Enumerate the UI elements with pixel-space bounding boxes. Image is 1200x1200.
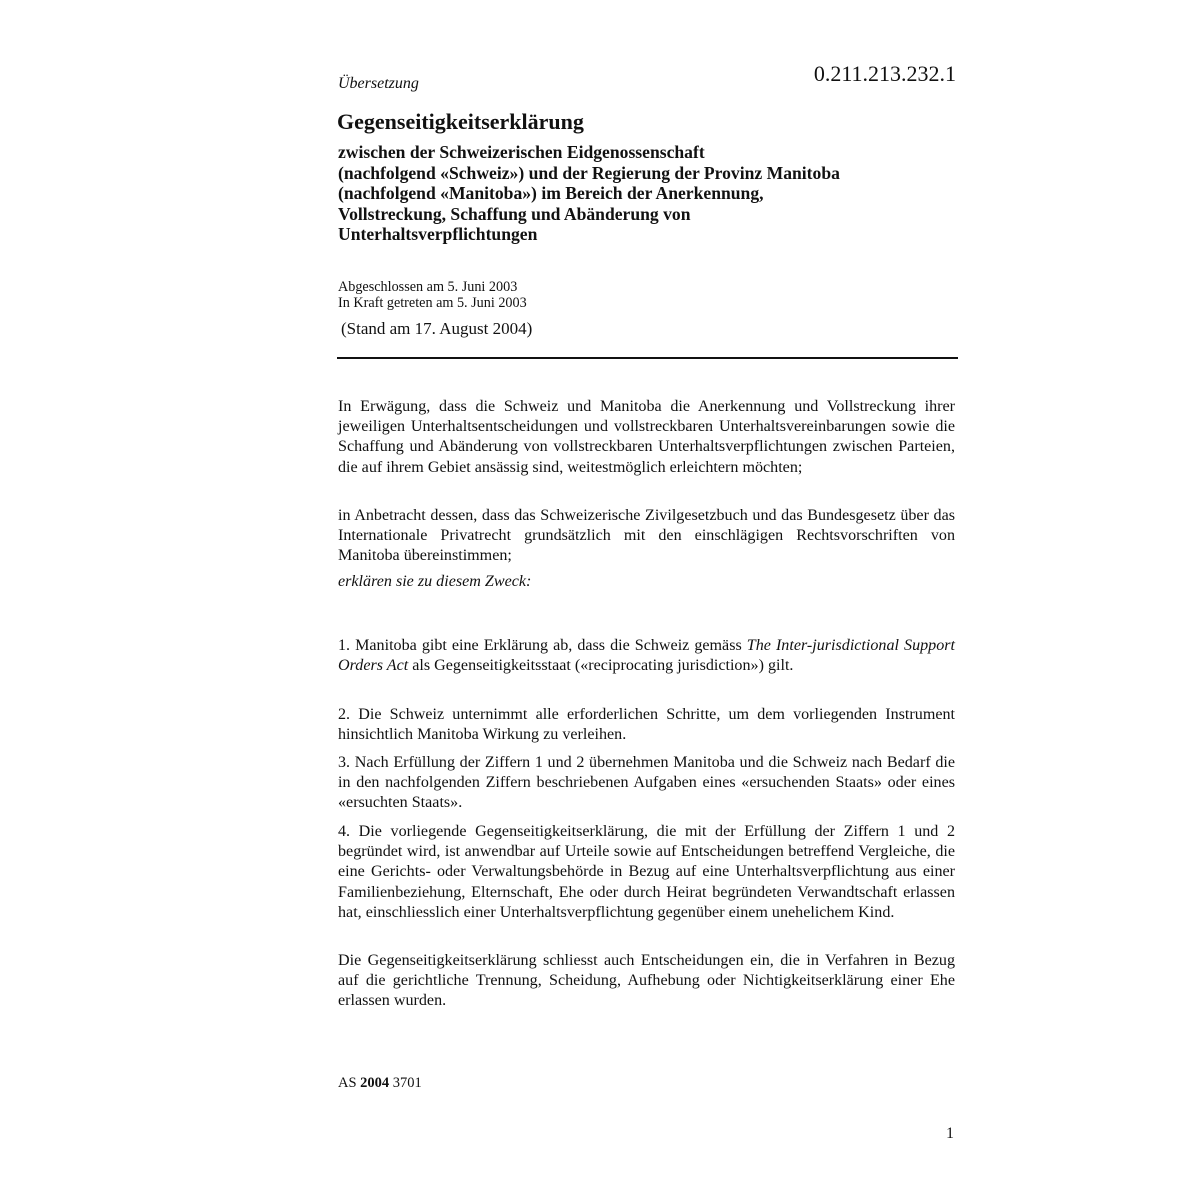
as-reference <box>338 1074 422 1092</box>
as-prefix: AS <box>338 1075 357 1091</box>
sr-number: 0.211.213.232.1 <box>813 61 956 86</box>
subtitle-line: (nachfolgend «Schweiz») und der Regierung der Provinz Manitoba <box>338 162 840 183</box>
declaration-line: erklären sie zu diesem Zweck: <box>338 573 532 590</box>
preamble-paragraph-2: in Anbetracht dessen, dass das Schweizerische Zivilgesetzbuch und das Bundesgesetz über das Internationale Privatrecht grundsätzlich mit den einschlägigen Rechtsvorschriften von Manitoba übereinstimmen; <box>338 507 955 565</box>
article-1-end: als Gegenseitigkeitsstaat («reciprocating jurisdiction») gilt. <box>408 657 794 675</box>
subtitle-line: (nachfolgend «Manitoba») im Bereich der Anerkennung, <box>338 183 764 203</box>
article-4-continuation: Die Gegenseitigkeitserklärung schliesst auch Entscheidungen ein, die in Verfahren in Bezug auf die gerichtliche Trennung, Scheidung, Aufhebung oder Nichtigkeitserklärung einer Ehe erlassen wurden. <box>338 952 955 1010</box>
act-title: The Inter-jurisdictional Support Orders Act <box>338 637 955 675</box>
article-3: 3. Nach Erfüllung der Ziffern 1 und 2 übernehmen Manitoba und die Schweiz nach Bedarf die in den nachfolgenden Ziffern beschriebenen Aufgaben eines «ersuchenden Staats» oder eines «ersuchten Staats». <box>338 754 955 812</box>
as-page: 3701 <box>392 1075 422 1091</box>
article-1-start: 1. Manitoba gibt eine Erklärung ab, dass die Schweiz gemäss <box>338 637 747 654</box>
as-year: 2004 <box>360 1075 390 1091</box>
document-subtitle <box>338 142 958 245</box>
header-divider <box>337 357 958 359</box>
concluded-date: Abgeschlossen am 5. Juni 2003 <box>338 279 518 295</box>
page-number: 1 <box>946 1125 954 1142</box>
in-force-date: In Kraft getreten am 5. Juni 2003 <box>338 294 527 311</box>
status-date: (Stand am 17. August 2004) <box>341 319 533 338</box>
article-2: 2. Die Schweiz unternimmt alle erforderlichen Schritte, um dem vorliegenden Instrument hinsichtlich Manitoba Wirkung zu verleihen. <box>338 706 955 744</box>
subtitle-line: Unterhaltsverpflichtungen <box>338 224 538 244</box>
dates-block <box>338 280 527 311</box>
document-title: Gegenseitigkeitserklärung <box>337 109 584 134</box>
article-4: 4. Die vorliegende Gegenseitigkeitserklärung, die mit der Erfüllung der Ziffern 1 und 2 begründet wird, ist anwendbar auf Urteile sowie auf Entscheidungen betreffend Vergleiche, die eine Gerichts- oder Verwaltungsbehörde in Bezug auf eine Unterhaltsverpflichtung aus einer Familienbeziehung, Elternschaft, Ehe oder durch Heirat begründeten Verwandtschaft erlassen hat, einschliesslich einer Unterhaltsverpflichtung gegenüber einem unehelichem Kind. <box>338 823 955 921</box>
translation-note: Übersetzung <box>338 75 419 92</box>
preamble-paragraph-1: In Erwägung, dass die Schweiz und Manitoba die Anerkennung und Vollstreckung ihrer jeweiligen Unterhaltsentscheidungen und vollstreckbaren Unterhaltsvereinbarungen sowie die Schaffung und Abänderung von vollstreckbaren Unterhaltsverpflichtungen zwischen Parteien, die auf ihrem Gebiet ansässig sind, weitestmöglich erleichtern möchten; <box>338 398 955 476</box>
subtitle-line: zwischen der Schweizerischen Eidgenossenschaft <box>338 142 705 162</box>
subtitle-line: Vollstreckung, Schaffung und Abänderung von <box>338 203 691 224</box>
article-1 <box>338 636 955 676</box>
